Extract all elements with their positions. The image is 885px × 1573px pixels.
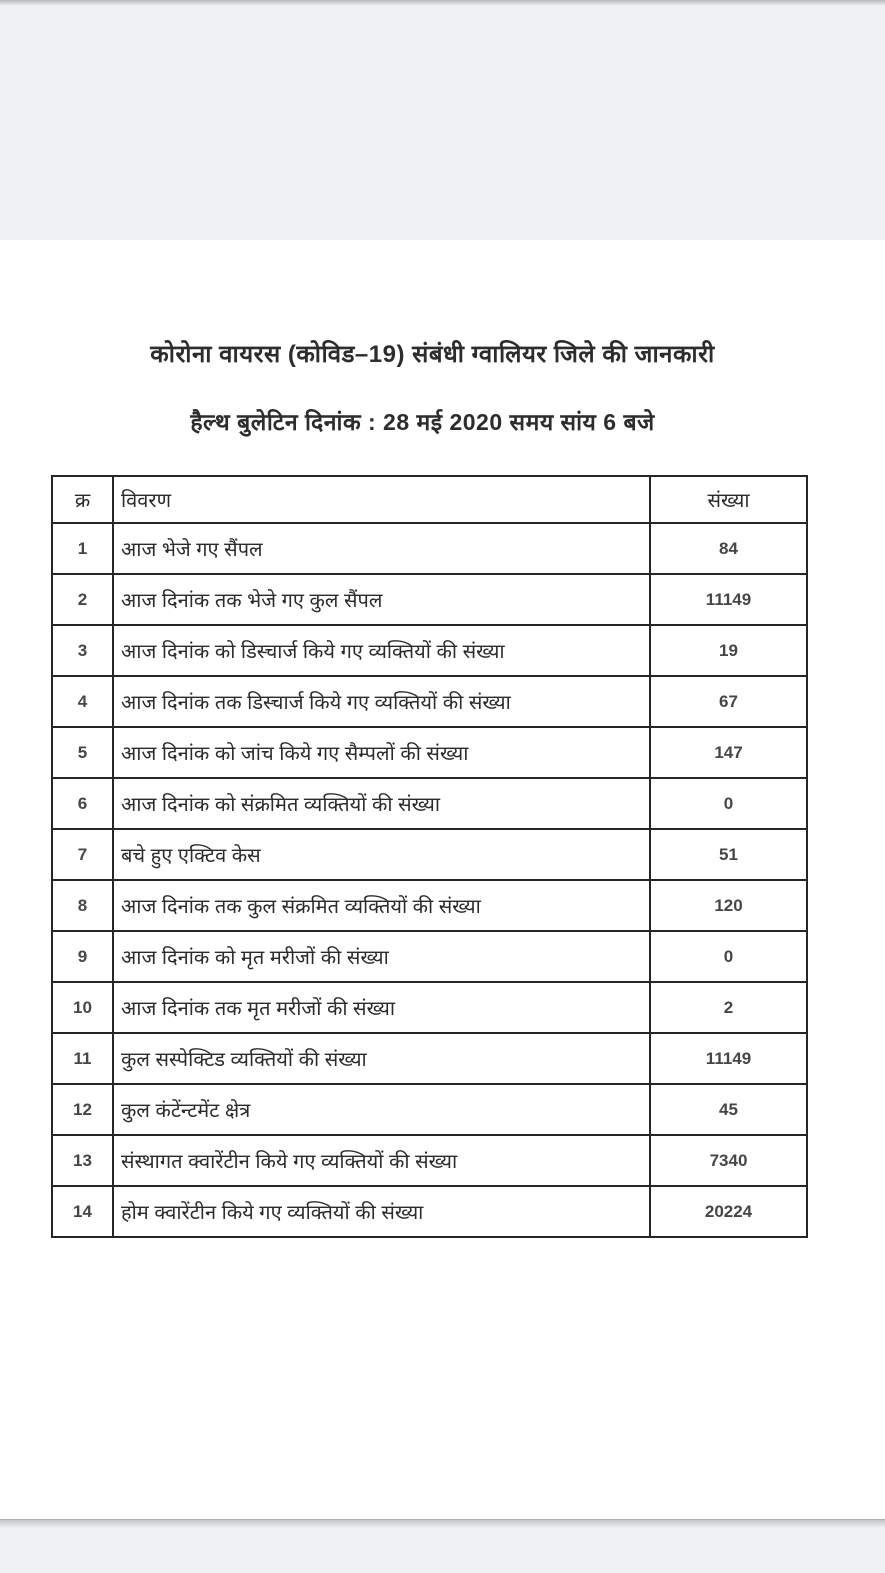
row-count: 19 bbox=[650, 625, 807, 676]
table-row bbox=[52, 931, 807, 982]
row-count: 20224 bbox=[650, 1186, 807, 1237]
header-serial: क्र bbox=[52, 476, 113, 523]
row-description: आज भेजे गए सैंपल bbox=[113, 523, 650, 574]
row-serial: 8 bbox=[52, 880, 113, 931]
top-gray-band bbox=[0, 0, 885, 240]
row-count: 51 bbox=[650, 829, 807, 880]
row-serial: 14 bbox=[52, 1186, 113, 1237]
row-serial: 3 bbox=[52, 625, 113, 676]
table-row bbox=[52, 1186, 807, 1237]
row-description: आज दिनांक को मृत मरीजों की संख्या bbox=[113, 931, 650, 982]
row-serial: 4 bbox=[52, 676, 113, 727]
row-serial: 13 bbox=[52, 1135, 113, 1186]
row-count: 147 bbox=[650, 727, 807, 778]
table-row bbox=[52, 1033, 807, 1084]
row-serial: 7 bbox=[52, 829, 113, 880]
table-row bbox=[52, 523, 807, 574]
table-row bbox=[52, 676, 807, 727]
table-row bbox=[52, 625, 807, 676]
row-description: आज दिनांक तक मृत मरीजों की संख्या bbox=[113, 982, 650, 1033]
row-count: 84 bbox=[650, 523, 807, 574]
row-description: आज दिनांक तक भेजे गए कुल सैंपल bbox=[113, 574, 650, 625]
top-shadow bbox=[0, 0, 885, 6]
row-count: 0 bbox=[650, 778, 807, 829]
row-serial: 5 bbox=[52, 727, 113, 778]
table-row bbox=[52, 727, 807, 778]
bottom-gray-band bbox=[0, 1519, 885, 1573]
table-row bbox=[52, 778, 807, 829]
row-description: बचे हुए एक्टिव केस bbox=[113, 829, 650, 880]
row-description: आज दिनांक को जांच किये गए सैम्पलों की संख्या bbox=[113, 727, 650, 778]
header-description: विवरण bbox=[113, 476, 650, 523]
row-count: 120 bbox=[650, 880, 807, 931]
document-title: कोरोना वायरस (कोविड–19) संबंधी ग्वालियर जिले की जानकारी bbox=[150, 341, 715, 368]
row-serial: 11 bbox=[52, 1033, 113, 1084]
table-row bbox=[52, 1084, 807, 1135]
row-serial: 1 bbox=[52, 523, 113, 574]
table-header-row bbox=[52, 476, 807, 523]
row-serial: 10 bbox=[52, 982, 113, 1033]
table-row bbox=[52, 1135, 807, 1186]
table-row bbox=[52, 880, 807, 931]
document-subtitle: हैल्थ बुलेटिन दिनांक : 28 मई 2020 समय सांय 6 बजे bbox=[190, 409, 655, 435]
bulletin-table bbox=[51, 475, 808, 1238]
header-count: संख्या bbox=[650, 476, 807, 523]
row-serial: 2 bbox=[52, 574, 113, 625]
table-row bbox=[52, 982, 807, 1033]
bottom-shadow bbox=[0, 1520, 885, 1528]
row-description: आज दिनांक को डिस्चार्ज किये गए व्यक्तियों की संख्या bbox=[113, 625, 650, 676]
row-description: आज दिनांक तक कुल संक्रमित व्यक्तियों की संख्या bbox=[113, 880, 650, 931]
row-description: कुल कंटेंन्टमेंट क्षेत्र bbox=[113, 1084, 650, 1135]
row-description: आज दिनांक तक डिस्चार्ज किये गए व्यक्तियों की संख्या bbox=[113, 676, 650, 727]
row-description: आज दिनांक को संक्रमित व्यक्तियों की संख्या bbox=[113, 778, 650, 829]
row-serial: 6 bbox=[52, 778, 113, 829]
row-count: 11149 bbox=[650, 574, 807, 625]
row-count: 0 bbox=[650, 931, 807, 982]
row-count: 7340 bbox=[650, 1135, 807, 1186]
row-count: 2 bbox=[650, 982, 807, 1033]
row-count: 45 bbox=[650, 1084, 807, 1135]
row-description: संस्थागत क्वारेंटीन किये गए व्यक्तियों की संख्या bbox=[113, 1135, 650, 1186]
row-serial: 9 bbox=[52, 931, 113, 982]
table-row bbox=[52, 829, 807, 880]
row-count: 11149 bbox=[650, 1033, 807, 1084]
row-description: कुल सस्पेक्टिड व्यक्तियों की संख्या bbox=[113, 1033, 650, 1084]
row-count: 67 bbox=[650, 676, 807, 727]
row-description: होम क्वारेंटीन किये गए व्यक्तियों की संख्या bbox=[113, 1186, 650, 1237]
row-serial: 12 bbox=[52, 1084, 113, 1135]
table-row bbox=[52, 574, 807, 625]
